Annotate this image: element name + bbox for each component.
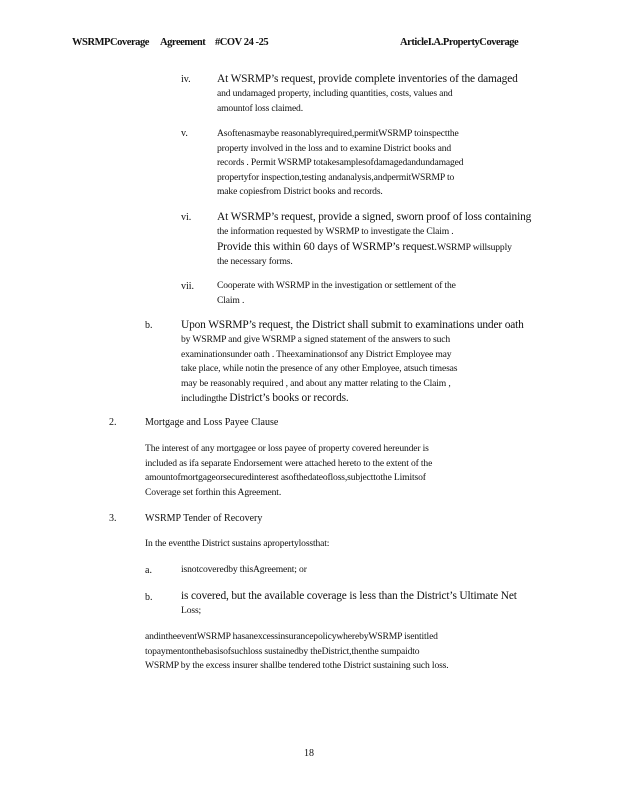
section-3-closing: [145, 630, 449, 674]
header-number: #COV 24 -25: [215, 37, 269, 48]
section-3-closing-line-3: WSRMP by the excess insurer shallbe tendered tothe District sustaining such loss.: [145, 660, 449, 671]
item-iv-text: [217, 72, 518, 116]
section-3-a-label: a.: [145, 565, 152, 576]
item-vi-line-2: the information requested by WSRMP to investigate the Claim .: [217, 226, 454, 237]
section-3-closing-line-1: andintheeventWSRMP hasanexcessinsurancepolicywherebyWSRMP isentitled: [145, 631, 438, 642]
section-2-body: [145, 442, 432, 500]
section-3-b-label: b.: [145, 592, 153, 603]
section-2-line-2: included as ifa separate Endorsement were attached hereto to the extent of the: [145, 457, 433, 469]
item-vii-text: [217, 279, 456, 308]
item-vi-text: [217, 210, 531, 270]
section-3-number: 3.: [109, 513, 117, 524]
item-b1-line-6: [181, 391, 524, 407]
section-2-line-1: The interest of any mortgagee or loss payee of property covered hereunder is: [145, 443, 429, 454]
section-3-b-line-1: is covered, but the available coverage is less than the District’s Ultimate Net: [181, 590, 517, 602]
item-v-line-3: records . Permit WSRMP totakesamplesofdamagedandundamaged: [217, 157, 464, 168]
header-article: ArticleI.A.PropertyCoverage: [400, 37, 519, 48]
item-vi-line-3: [217, 240, 531, 256]
item-iv-line-1: At WSRMP’s request, provide complete inventories of the damaged: [217, 73, 518, 85]
item-b1-line-6-rest: includingthe: [181, 393, 230, 404]
item-vi-label: vi.: [181, 212, 192, 223]
item-vi-line-1: At WSRMP’s request, provide a signed, sworn proof of loss containing: [217, 211, 532, 223]
section-3-a-text: isnotcoveredby thisAgreement; or: [181, 564, 307, 575]
section-3-b-line-2: Loss;: [181, 605, 202, 616]
item-vii-line-1: Cooperate with WSRMP in the investigation or settlement of the: [217, 280, 456, 291]
item-vi-line-3-rest: WSRMP willsupply: [436, 241, 512, 253]
item-v-line-2: property involved in the loss and to examine District books and: [217, 142, 452, 154]
header-doc-name: WSRMPCoverage: [72, 37, 149, 48]
item-b1-line-2: by WSRMP and give WSRMP a signed statement of the answers to such: [181, 334, 450, 345]
item-vii-line-2: Claim .: [217, 294, 245, 306]
page-number: 18: [304, 748, 314, 759]
item-b1-line-6-emphasis: District’s books or records.: [229, 392, 349, 404]
item-b1-line-1: Upon WSRMP’s request, the District shall submit to examinations under oath: [181, 319, 524, 331]
section-2-title: Mortgage and Loss Payee Clause: [145, 417, 279, 428]
section-2-line-3: amountofmortgageorsecuredinterest asofthedateofloss,subjecttothe Limitsof: [145, 472, 426, 483]
section-3-intro: In the eventthe District sustains apropertylossthat:: [145, 538, 330, 549]
item-b1-text: [181, 318, 524, 407]
item-vi-line-3-emphasis: Provide this within 60 days of WSRMP’s request.: [217, 240, 437, 253]
item-iv-line-2: and undamaged property, including quantities, costs, values and: [217, 88, 453, 99]
item-v-text: [217, 127, 463, 200]
item-v-label: v.: [181, 128, 188, 139]
item-iv-label: iv.: [181, 74, 191, 85]
item-v-line-1: Asoftenasmaybe reasonablyrequired,permitWSRMP toinspectthe: [217, 128, 459, 139]
item-v-line-4: propertyfor inspection,testing andanalysis,andpermitWSRMP to: [217, 171, 455, 183]
item-b1-line-5: may be reasonably required , and about any matter relating to the Claim ,: [181, 377, 451, 389]
item-vi-line-4: the necessary forms.: [217, 256, 293, 267]
section-3-title: WSRMP Tender of Recovery: [145, 513, 263, 524]
item-iv-line-3: amountof loss claimed.: [217, 102, 303, 114]
item-b1-line-4: take place, while notin the presence of any other Employee, atsuch timesas: [181, 363, 458, 374]
section-2-line-4: Coverage set forthin this Agreement.: [145, 486, 282, 498]
section-2-number: 2.: [109, 417, 117, 428]
section-3-b-text: [181, 589, 517, 619]
header-agreement: Agreement: [160, 37, 206, 48]
item-b1-line-3: examinationsunder oath . Theexaminationsof any District Employee may: [181, 348, 452, 360]
item-v-line-5: make copiesfrom District books and records.: [217, 186, 383, 197]
item-vii-label: vii.: [181, 281, 195, 292]
item-b1-label: b.: [145, 320, 153, 331]
section-3-closing-line-2: topaymentonthebasisofsuchloss sustainedby theDistrict,thenthe sumpaidto: [145, 645, 420, 657]
